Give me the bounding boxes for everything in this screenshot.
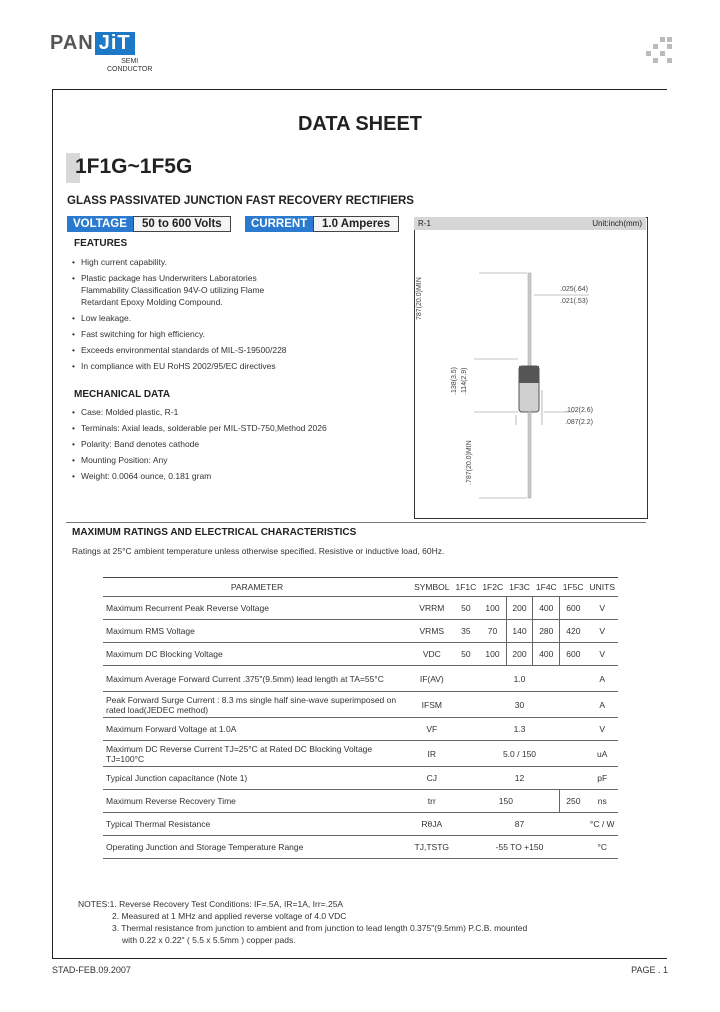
table-row: Maximum DC Reverse Current TJ=25°C at Rated DC Blocking Voltage TJ=100°C IR 5.0 / 150 uA — [103, 741, 618, 767]
table-row: Operating Junction and Storage Temperature Range TJ,TSTG -55 TO +150 °C — [103, 836, 618, 859]
dim-lead-length-bottom: .787(20.0)MIN — [466, 440, 473, 485]
diode-outline-drawing — [414, 230, 646, 517]
table-row: Typical Thermal Resistance RθJA 87 °C / W — [103, 813, 618, 836]
mechanical-heading: MECHANICAL DATA — [74, 389, 171, 400]
current-value: 1.0 Amperes — [313, 216, 399, 232]
current-tag: CURRENT — [245, 216, 313, 232]
part-number: 1F1G~1F5G — [75, 155, 193, 178]
table-row: Maximum Reverse Recovery Time trr 150 250 ns — [103, 790, 618, 813]
list-item: • Exceeds environmental standards of MIL-S-19500/228 — [72, 344, 292, 356]
voltage-tag: VOLTAGE — [67, 216, 133, 232]
table-row: Maximum Average Forward Current .375"(9.5mm) lead length at TA=55°C IF(AV) 1.0 A — [103, 666, 618, 692]
footer-date: STAD-FEB.09.2007 — [52, 965, 131, 975]
table-header-row: PARAMETER SYMBOL 1F1C 1F2C 1F3C 1F4C 1F5C UNITS — [103, 578, 618, 597]
list-item: • Mounting Position: Any — [72, 454, 382, 466]
footer-page: PAGE . 1 — [631, 965, 668, 975]
list-item: • In compliance with EU RoHS 2002/95/EC directives — [72, 360, 292, 372]
features-list — [72, 256, 292, 376]
list-item: • Plastic package has Underwriters Laboratories Flammability Classification 94V-O utilizing Flame Retardant Epoxy Molding Compound. — [72, 272, 292, 308]
table-row: Maximum Recurrent Peak Reverse Voltage VRRM 50 100 200 400 600 V — [103, 597, 618, 620]
brand-subtitle: SEMI CONDUCTOR — [107, 58, 153, 73]
list-item: • Terminals: Axial leads, solderable per MIL-STD-750,Method 2026 — [72, 422, 382, 434]
list-item: • Fast switching for high efficiency. — [72, 328, 292, 340]
list-item: • Case: Molded plastic, R-1 — [72, 406, 382, 418]
section-divider — [66, 522, 646, 523]
mechanical-list — [72, 406, 382, 486]
ratings-heading: MAXIMUM RATINGS AND ELECTRICAL CHARACTERISTICS — [72, 527, 357, 538]
table-row: Maximum DC Blocking Voltage VDC 50 100 200 400 600 V — [103, 643, 618, 666]
table-row: Maximum RMS Voltage VRMS 35 70 140 280 420 V — [103, 620, 618, 643]
list-item: • High current capability. — [72, 256, 292, 268]
ratings-table — [103, 577, 618, 859]
brand-logo: PAN JiT — [50, 32, 135, 55]
corner-dots-decoration — [646, 37, 672, 63]
package-units: Unit:inch(mm) — [592, 219, 642, 228]
notes: NOTES:1. Reverse Recovery Test Conditions: IF=.5A, IR=1A, Irr=.25A 2. Measured at 1 MHz and applied reverse voltage of 4.0 VDC 3. Thermal resistance from junction to ambient and from junction to lead length 0.375"(9.5mm) P.C.B. mounted with 0.22 x 0.22" ( 5.5 x 5.5mm ) copper pads. — [78, 899, 528, 945]
package-header — [414, 217, 646, 230]
ratings-note: Ratings at 25°C ambient temperature unless otherwise specified. Resistive or inductive load, 60Hz. — [72, 546, 445, 556]
table-row: Peak Forward Surge Current : 8.3 ms single half sine-wave superimposed on rated load(JEDEC method) IFSM 30 A — [103, 692, 618, 718]
dim-lead-diameter: .025(.64) .021(.53) — [560, 286, 589, 305]
table-row: Maximum Forward Voltage at 1.0A VF 1.3 V — [103, 718, 618, 741]
list-item: • Low leakage. — [72, 312, 292, 324]
product-subtitle: GLASS PASSIVATED JUNCTION FAST RECOVERY RECTIFIERS — [67, 195, 414, 207]
features-heading: FEATURES — [74, 238, 128, 249]
package-name: R-1 — [418, 219, 431, 228]
dim-body-diameter: .102(2.6) .087(2.2) — [565, 407, 594, 426]
dim-lead-length-top: 787(20.0)MIN — [416, 277, 423, 320]
dim-body-length: .138(3.5) .114(2.9) — [451, 366, 468, 395]
table-row: Typical Junction capacitance (Note 1) CJ 12 pF — [103, 767, 618, 790]
list-item: • Polarity: Band denotes cathode — [72, 438, 382, 450]
page-title: DATA SHEET — [297, 113, 423, 135]
voltage-value: 50 to 600 Volts — [133, 216, 231, 232]
list-item: • Weight: 0.0064 ounce, 0.181 gram — [72, 470, 382, 482]
